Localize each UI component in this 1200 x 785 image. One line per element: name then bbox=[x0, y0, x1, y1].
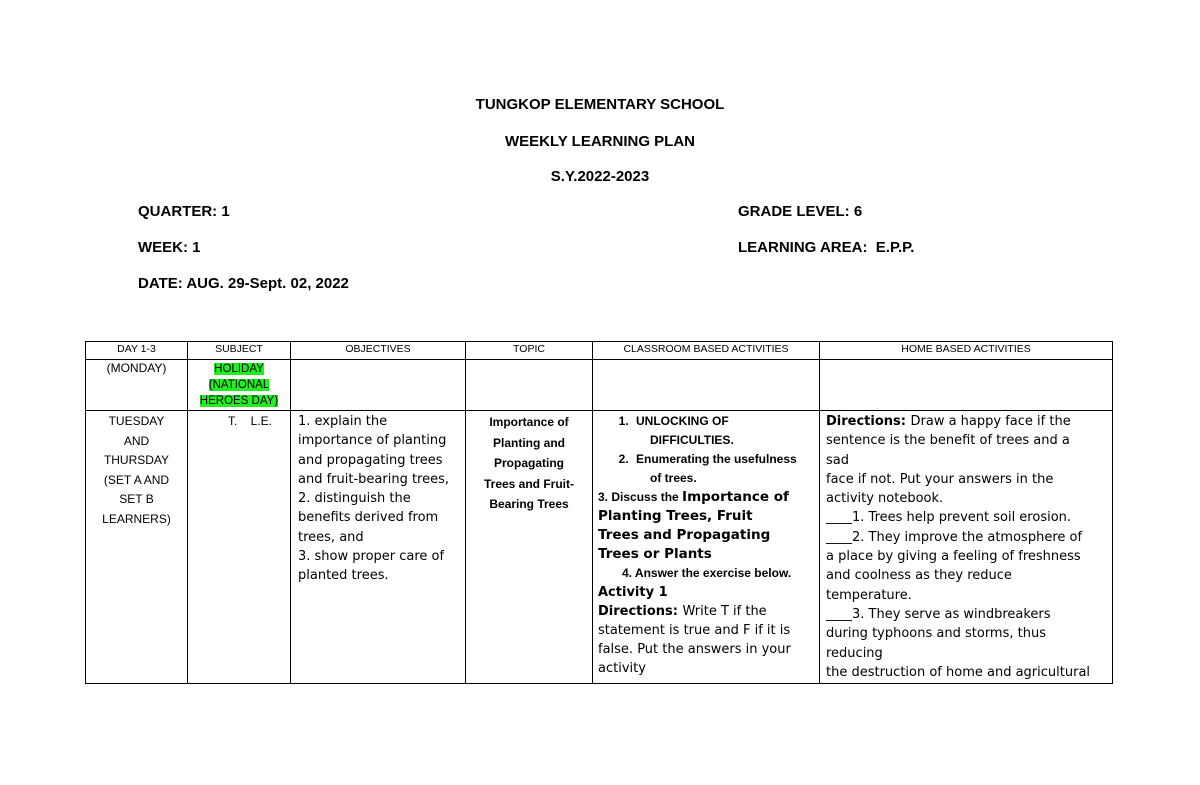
learning-area: LEARNING AREA: E.P.P. bbox=[738, 239, 915, 256]
classroom-emphasis: Trees or Plants bbox=[598, 546, 712, 562]
topic-cell bbox=[466, 360, 593, 411]
col-header-classroom: CLASSROOM BASED ACTIVITIES bbox=[593, 342, 820, 360]
subject-cell bbox=[188, 360, 291, 411]
classroom-step-text: 2. Enumerating the usefulness bbox=[636, 452, 797, 466]
classroom-emphasis: Trees and Propagating bbox=[598, 527, 771, 543]
directions-text: statement is true and F if it is bbox=[598, 623, 791, 638]
classroom-cell bbox=[593, 360, 820, 411]
topic-line: Importance of bbox=[489, 415, 569, 429]
day-line: TUESDAY bbox=[108, 414, 165, 428]
topic-line: Planting and bbox=[493, 435, 565, 450]
objective-line: 3. show proper care of bbox=[298, 549, 445, 565]
objective-line: 1. explain the bbox=[298, 414, 388, 429]
table-row bbox=[86, 360, 1113, 411]
classroom-step-text: 1. UNLOCKING OF bbox=[636, 414, 729, 428]
objective-line: importance of planting bbox=[298, 433, 447, 449]
objectives-cell bbox=[291, 411, 466, 684]
week: WEEK: 1 bbox=[138, 239, 201, 256]
table-row bbox=[86, 411, 1113, 684]
directions-text: activity bbox=[598, 661, 646, 676]
school-year: S.Y.2022-2023 bbox=[550, 168, 650, 185]
classroom-directions bbox=[598, 602, 815, 621]
objectives-cell bbox=[291, 360, 466, 411]
topic-line: Propagating bbox=[493, 456, 564, 470]
day-line: SET B bbox=[119, 492, 154, 506]
home-text: ____1. Trees help prevent soil erosion. bbox=[826, 510, 1072, 526]
classroom-step-text: DIFFICULTIES. bbox=[650, 433, 734, 447]
col-header-day: DAY 1-3 bbox=[86, 342, 188, 360]
objective-line: planted trees. bbox=[298, 568, 389, 584]
home-text: the destruction of home and agricultural bbox=[826, 664, 1091, 680]
directions-text: false. Put the answers in your bbox=[598, 642, 791, 657]
day-cell bbox=[86, 411, 188, 684]
quarter: QUARTER: 1 bbox=[138, 203, 230, 220]
home-text: Draw a happy face if the bbox=[910, 414, 1071, 429]
holiday-label: HOLIDAY bbox=[214, 363, 264, 375]
home-text: during typhoons and storms, thus bbox=[826, 626, 1046, 642]
classroom-step bbox=[632, 450, 815, 488]
home-text: ____2. They improve the atmosphere of bbox=[826, 529, 1083, 545]
day-line: AND bbox=[123, 433, 150, 448]
topic-line: Bearing Trees bbox=[489, 497, 569, 511]
col-header-topic: TOPIC bbox=[466, 342, 593, 360]
classroom-step-text: 3. Discuss the bbox=[598, 490, 683, 504]
day-line: (SET A AND bbox=[103, 472, 170, 487]
directions-label: Directions: bbox=[826, 414, 911, 429]
home-cell bbox=[820, 360, 1113, 411]
activity-title: Activity 1 bbox=[598, 585, 668, 600]
classroom-steps-list bbox=[598, 412, 815, 488]
home-text: sad bbox=[826, 452, 849, 468]
classroom-step bbox=[632, 412, 815, 450]
subject-cell bbox=[188, 411, 291, 684]
topic-cell bbox=[466, 411, 593, 684]
objective-line: trees, and bbox=[298, 529, 364, 545]
home-text: activity notebook. bbox=[826, 491, 944, 507]
day-monday: (MONDAY) bbox=[106, 361, 167, 375]
home-text: a place by giving a feeling of freshness bbox=[826, 549, 1081, 565]
home-text: ____3. They serve as windbreakers bbox=[826, 606, 1051, 622]
holiday-label: HEROES DAY) bbox=[199, 395, 279, 407]
home-text: sentence is the benefit of trees and a bbox=[826, 433, 1070, 449]
objective-line: and fruit-bearing trees, bbox=[298, 471, 450, 487]
weekly-plan-table bbox=[85, 341, 1113, 684]
classroom-step bbox=[598, 488, 815, 507]
home-text: reducing bbox=[826, 645, 883, 661]
classroom-emphasis: Importance of bbox=[682, 489, 789, 505]
topic-line: Trees and Fruit- bbox=[483, 476, 575, 491]
day-cell bbox=[86, 360, 188, 411]
date: DATE: AUG. 29-Sept. 02, 2022 bbox=[138, 275, 349, 292]
plan-title: WEEKLY LEARNING PLAN bbox=[504, 133, 696, 150]
objective-line: 2. distinguish the bbox=[298, 491, 411, 507]
classroom-step-text: of trees. bbox=[650, 471, 697, 485]
subject-tle: T. L.E. bbox=[228, 414, 273, 428]
grade-level: GRADE LEVEL: 6 bbox=[738, 203, 863, 220]
table-header-row bbox=[86, 342, 1113, 360]
day-line: LEARNERS) bbox=[102, 511, 171, 526]
classroom-emphasis: Planting Trees, Fruit bbox=[598, 508, 753, 524]
directions-text: Write T if the bbox=[682, 604, 767, 619]
col-header-subject: SUBJECT bbox=[188, 342, 291, 360]
classroom-cell bbox=[593, 411, 820, 684]
objective-line: and propagating trees bbox=[298, 452, 443, 468]
directions-label: Directions: bbox=[598, 604, 683, 619]
col-header-home: HOME BASED ACTIVITIES bbox=[820, 342, 1113, 360]
col-header-objectives: OBJECTIVES bbox=[291, 342, 466, 360]
home-text: temperature. bbox=[826, 587, 912, 603]
home-text: and coolness as they reduce bbox=[826, 568, 1012, 584]
classroom-step-text: 4. Answer the exercise below. bbox=[622, 566, 792, 580]
home-directions bbox=[826, 412, 1108, 431]
day-line: THURSDAY bbox=[103, 453, 170, 467]
school-name: TUNGKOP ELEMENTARY SCHOOL bbox=[475, 96, 725, 113]
objective-line: benefits derived from bbox=[298, 510, 439, 526]
home-cell bbox=[820, 411, 1113, 684]
home-text: face if not. Put your answers in the bbox=[826, 471, 1054, 487]
holiday-label: (NATIONAL bbox=[208, 379, 270, 391]
